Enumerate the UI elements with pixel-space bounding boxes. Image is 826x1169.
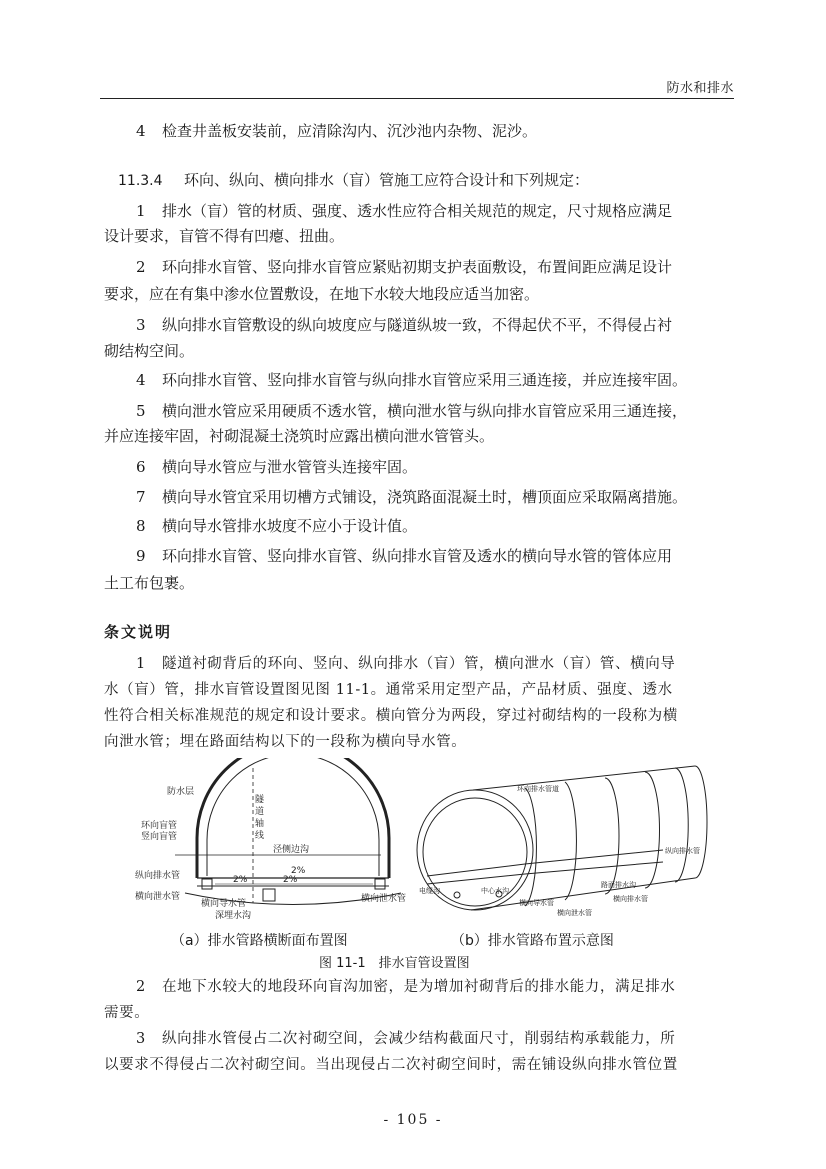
para-text: 纵向排水管侵占二次衬砌空间，会减少结构截面尺寸，削弱结构承载能力，所 [162, 1031, 676, 1047]
explanation-title: 条文说明 [104, 623, 173, 641]
label-guide: 横向导水管 [201, 899, 247, 909]
para-number: 1 [136, 656, 146, 672]
label-axis-4: 线 [255, 831, 265, 841]
item-5-line-1 [104, 401, 734, 421]
label-vertical-pipe: 竖向盲管 [141, 832, 178, 842]
label-axis-3: 轴 [255, 819, 265, 829]
item-2-line-2: 要求，应在有集中渗水位置敷设，在地下水较大地段应适当加密。 [104, 285, 540, 303]
item-number: 9 [136, 547, 146, 565]
expl-p1-line-2: 水（盲）管，排水盲管设置图见图 11-1。通常采用定型产品，产品材质、强度、透水 [104, 682, 673, 698]
expl-p1-line-1 [104, 654, 734, 674]
label-slope-1: 2% [233, 875, 248, 885]
item-9-line-1 [104, 546, 734, 566]
item-text: 检查井盖板安装前，应清除沟内、沉沙池内杂物、泥沙。 [162, 122, 538, 140]
expl-p1-line-4: 向泄水管；埋在路面结构以下的一段称为横向导水管。 [104, 734, 467, 750]
item-number: 7 [136, 488, 146, 506]
label-road-drain: 路面排水沟 [601, 881, 636, 889]
item-text: 横向导水管应与泄水管管头连接牢固。 [162, 458, 418, 476]
item-number: 2 [136, 258, 146, 276]
para-text: 在地下水较大的地段环向盲沟加密，是为增加衬砌背后的排水能力，满足排水 [162, 979, 676, 995]
item-text: 环向排水盲管、竖向排水盲管、纵向排水盲管及透水的横向导水管的管体应用 [162, 547, 673, 565]
label-drain-pipe: 横向泄水管 [557, 909, 592, 917]
para-number: 2 [136, 979, 146, 995]
label-cable-ditch: 电缆沟 [419, 887, 440, 895]
item-text: 横向导水管排水坡度不应小于设计值。 [162, 517, 418, 535]
section-text: 环向、纵向、横向排水（盲）管施工应符合设计和下列规定： [184, 171, 590, 189]
item-number: 5 [136, 402, 146, 420]
section-heading [104, 170, 734, 191]
figure-title: 图 11-1 排水盲管设置图 [319, 956, 470, 971]
figure-11-1 [135, 758, 735, 971]
label-waterproof: 防水层 [167, 787, 195, 797]
label-slope-3: 2% [291, 866, 306, 876]
caption-b: （b）排水管路布置示意图 [451, 933, 614, 949]
top-item [104, 121, 734, 141]
item-6-line-1 [104, 457, 734, 477]
item-9-line-2: 土工布包裹。 [104, 574, 195, 592]
item-number: 3 [136, 316, 146, 334]
label-lateral: 横向排水管 [613, 895, 648, 903]
label-axis-1: 隧 [255, 795, 265, 805]
item-number: 6 [136, 458, 146, 476]
item-text: 横向导水管宜采用切槽方式铺设，浇筑路面混凝土时，槽顶面应采取隔离措施。 [162, 488, 688, 506]
para-number: 3 [136, 1031, 146, 1047]
expl-p1-line-3: 性符合相关标准规范的规定和设计要求。横向管分为两段，穿过衬砌结构的一段称为横 [104, 708, 678, 724]
expl-p3-line-1 [104, 1029, 734, 1049]
item-text: 横向泄水管应采用硬质不透水管，横向泄水管与纵向排水盲管应采用三通连接， [162, 402, 688, 420]
item-text: 环向排水盲管、竖向排水盲管应紧贴初期支护表面敷设，布置间距应满足设计 [162, 258, 673, 276]
label-axis-2: 道 [255, 807, 265, 817]
label-longitudinal: 纵向排水管 [135, 871, 181, 881]
item-number: 8 [136, 517, 146, 535]
item-text: 排水（盲）管的材质、强度、透水性应符合相关规范的规定，尺寸规格应满足 [162, 202, 673, 220]
item-5-line-2: 并应连接牢固，衬砌混凝土浇筑时应露出横向泄水管管头。 [104, 427, 495, 445]
item-2-line-1 [104, 257, 734, 277]
para-text: 隧道衬砌背后的环向、竖向、纵向排水（盲）管，横向泄水（盲）管、横向导 [162, 656, 676, 672]
label-side-ditch: 泾侧边沟 [273, 845, 310, 855]
label-longitudinal-right: 纵向排水管 [665, 847, 700, 855]
item-3-line-2: 砌结构空间。 [104, 342, 195, 360]
item-1-line-2: 设计要求，盲管不得有凹瘪、扭曲。 [104, 227, 345, 245]
perspective-drawing [417, 766, 707, 910]
item-number: 4 [136, 371, 146, 389]
item-1-line-1 [104, 201, 734, 221]
label-center-ditch: 中心水沟 [481, 887, 509, 895]
label-deep-ditch: 深埋水沟 [215, 911, 252, 921]
expl-p2-line-1 [104, 977, 734, 997]
section-number: 11.3.4 [118, 173, 163, 189]
expl-p2-line-2: 需要。 [104, 1005, 150, 1021]
item-4-line-1 [104, 370, 734, 390]
label-ring-right: 环向排水管道 [517, 785, 559, 793]
item-8-line-1 [104, 516, 734, 536]
item-number: 4 [136, 122, 146, 140]
item-7-line-1 [104, 487, 734, 507]
label-drain-right: 横向泄水管 [361, 894, 407, 904]
item-number: 1 [136, 202, 146, 220]
label-ring-pipe: 环向盲管 [141, 821, 178, 831]
label-drain-left: 横向泄水管 [135, 892, 181, 902]
item-3-line-1 [104, 315, 734, 335]
caption-a: （a）排水管路横断面布置图 [171, 933, 348, 949]
label-slope-2: 2% [283, 875, 298, 885]
running-header: 防水和排水 [666, 81, 734, 96]
item-text: 纵向排水盲管敷设的纵向坡度应与隧道纵坡一致，不得起伏不平，不得侵占衬 [162, 316, 673, 334]
label-guide-pipe: 横向导水管 [519, 899, 554, 907]
page-number: - 105 - [383, 1112, 443, 1128]
item-text: 环向排水盲管、竖向排水盲管与纵向排水盲管应采用三通连接，并应连接牢固。 [162, 371, 688, 389]
header-rule [100, 98, 734, 99]
expl-p3-line-2: 以要求不得侵占二次衬砌空间。当出现侵占二次衬砌空间时，需在铺设纵向排水管位置 [104, 1057, 678, 1073]
